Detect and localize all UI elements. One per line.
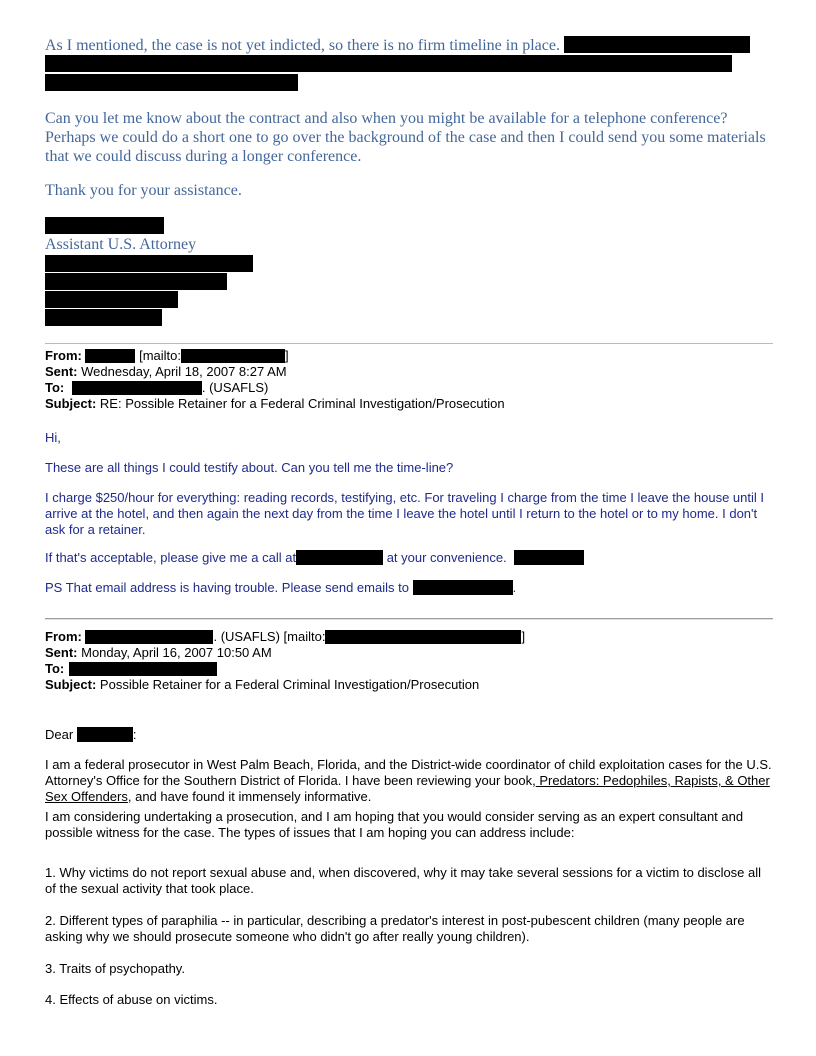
body-paragraph: If that's acceptable, please give me a call at at your convenience. xyxy=(45,550,773,566)
to-row: To: . (USAFLS) xyxy=(45,380,269,395)
sent-row: Sent: Wednesday, April 18, 2007 8:27 AM xyxy=(45,364,287,379)
subject-row: Subject: RE: Possible Retainer for a Federal Criminal Investigation/Prosecution xyxy=(45,396,505,411)
list-item: 2. Different types of paraphilia -- in particular, describing a predator's interest in post-pubescent children (many people are asking why we should prosecute someone who didn't go after really young children). xyxy=(45,913,745,944)
body-paragraph: PS That email address is having trouble. Please send emails to . xyxy=(45,580,517,595)
top-reply xyxy=(45,36,773,93)
reply-paragraph-2: Can you let me know about the contract and also when you might be available for a telephone conference? Perhaps we could do a short one to go over the background of the case and then I could send you some materials that we could discuss during a longer conference. xyxy=(45,110,766,165)
redaction xyxy=(325,630,521,644)
signature-block xyxy=(45,217,773,326)
divider xyxy=(45,618,773,619)
body-paragraph: I charge $250/hour for everything: reading records, testifying, etc. For traveling I charge from the time I leave the house until I arrive at the hotel, and then again the next day from the time I leave the hotel until I return to the hotel or to my home. I don't ask for a retainer. xyxy=(45,490,764,537)
redaction xyxy=(85,349,135,363)
salutation: Dear : xyxy=(45,727,137,742)
redaction xyxy=(564,36,750,53)
list-item: 1. Why victims do not report sexual abuse and, when discovered, why it may take several sessions for a victim to disclose all of the sexual activity that took place. xyxy=(45,865,762,896)
book-title: Predators: Pedophiles, Rapists, & Other Sex Offenders xyxy=(45,773,770,804)
body-paragraph: I am a federal prosecutor in West Palm Beach, Florida, and the District-wide coordinator of child exploitation cases for the U.S. Attorney's Office for the Southern District of Florida. I have been reviewing your book, Predators: Pedophiles, Rapists, & Other Sex Offenders, and have found it immensely informative. xyxy=(45,757,772,804)
sent-row: Sent: Monday, April 16, 2007 10:50 AM xyxy=(45,645,272,660)
redaction xyxy=(69,662,217,676)
email-header-2 xyxy=(45,348,773,412)
redaction xyxy=(45,217,164,234)
greeting: Hi, xyxy=(45,430,61,445)
body-paragraph: These are all things I could testify about. Can you tell me the time-line? xyxy=(45,460,454,475)
redaction xyxy=(45,74,298,91)
redaction xyxy=(45,309,162,326)
redaction xyxy=(77,727,133,742)
redaction xyxy=(296,550,383,565)
redaction xyxy=(45,255,253,272)
redaction xyxy=(45,55,732,72)
redaction xyxy=(514,550,584,565)
subject-row: Subject: Possible Retainer for a Federal Criminal Investigation/Prosecution xyxy=(45,677,480,692)
redaction xyxy=(45,273,227,290)
divider xyxy=(45,343,773,344)
signature-title: Assistant U.S. Attorney xyxy=(45,236,197,253)
to-row: To: xyxy=(45,661,773,677)
list-item: 4. Effects of abuse on victims. xyxy=(45,992,218,1007)
redaction xyxy=(72,381,202,395)
reply-paragraph-3: Thank you for your assistance. xyxy=(45,182,242,199)
from-row: From: [mailto: ] xyxy=(45,348,289,363)
redaction xyxy=(85,630,213,644)
list-item: 3. Traits of psychopathy. xyxy=(45,961,185,976)
reply-paragraph-1: As I mentioned, the case is not yet indicted, so there is no firm timeline in place. xyxy=(45,36,773,93)
body-paragraph: I am considering undertaking a prosecution, and I am hoping that you would consider serving as an expert consultant and possible witness for the case. The types of issues that I am hoping you can address include: xyxy=(45,809,744,840)
redaction xyxy=(45,291,178,308)
email-header-1 xyxy=(45,629,773,693)
redaction xyxy=(413,580,513,595)
redaction xyxy=(181,349,285,363)
from-row: From: . (USAFLS) [mailto: ] xyxy=(45,629,526,644)
